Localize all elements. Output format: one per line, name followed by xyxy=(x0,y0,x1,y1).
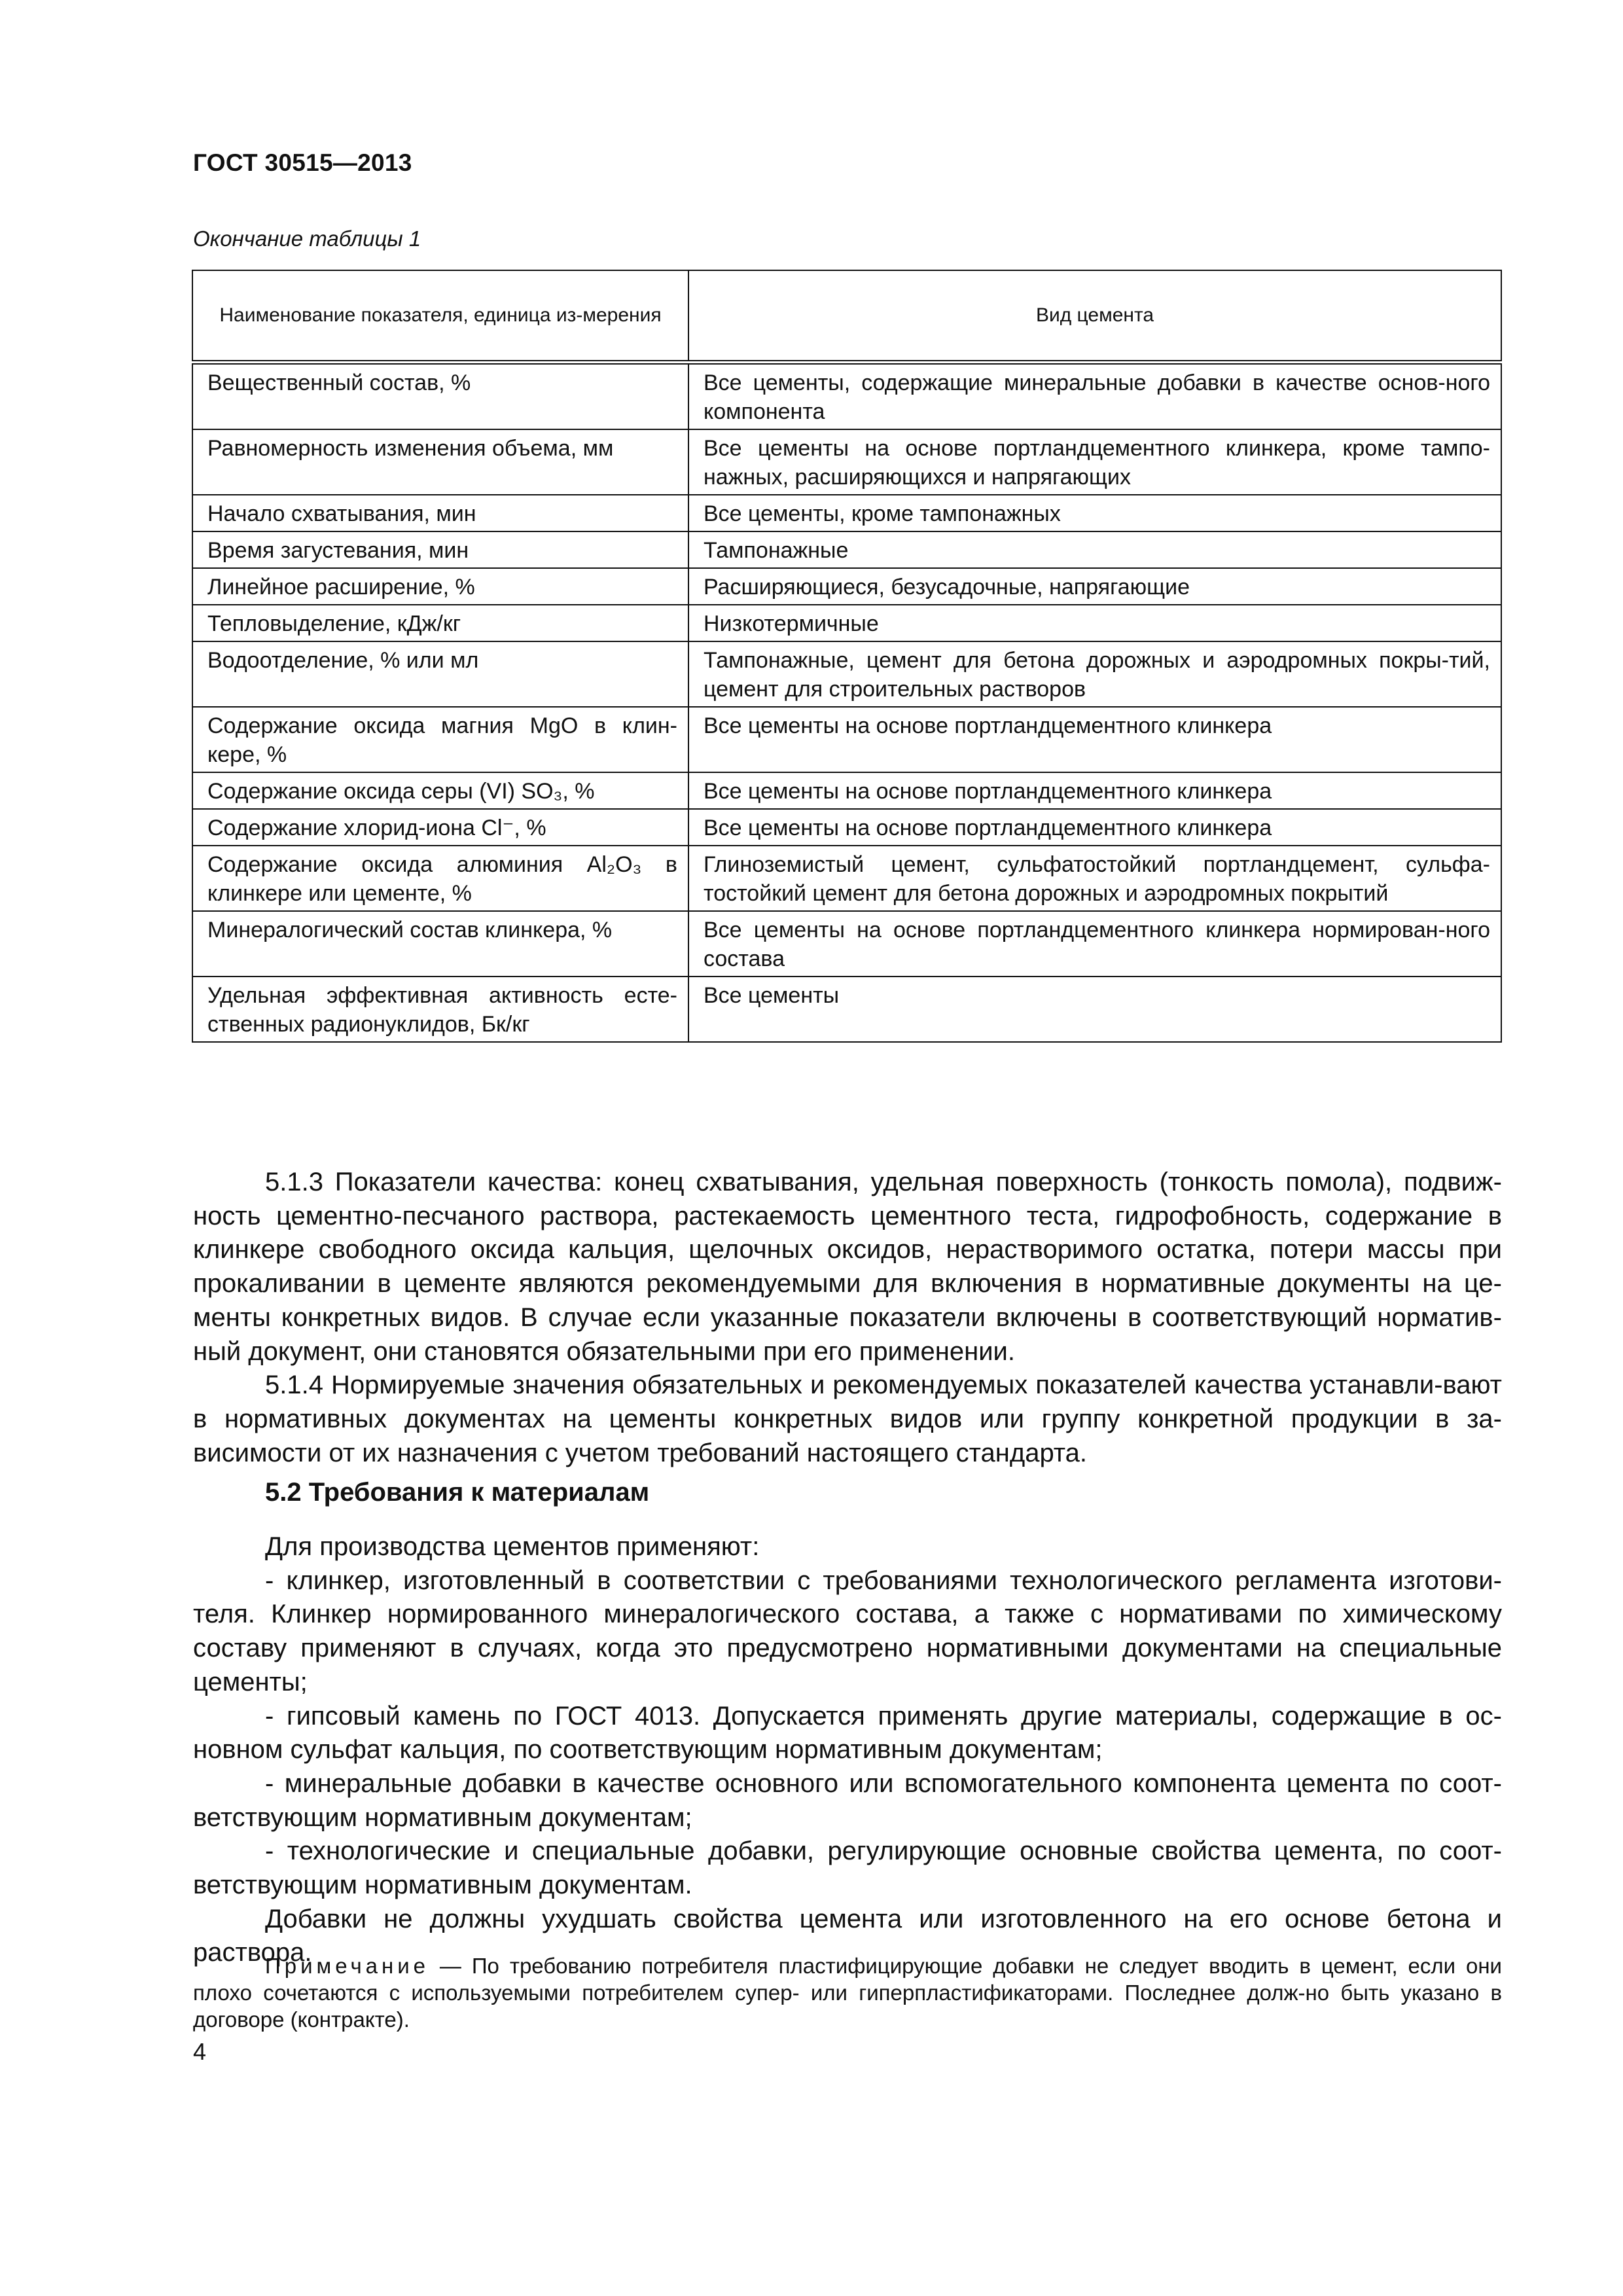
cement-type-cell: Тампонажные, цемент для бетона дорожных и аэродромных покры-тий, цемент для строительных растворов xyxy=(688,641,1501,707)
column-header-indicator: Наименование показателя, единица из-мерения xyxy=(192,270,688,363)
indicator-cell: Содержание оксида алюминия Al₂O₃ в клинкере или цементе, % xyxy=(192,846,688,911)
table-row xyxy=(192,605,1501,641)
list-item-mineral-additives: - минеральные добавки в качестве основного или вспомогательного компонента цемента по соот-ветствующим нормативным документам; xyxy=(193,1768,1502,1832)
indicator-cell: Водоотделение, % или мл xyxy=(192,641,688,707)
cement-type-cell: Низкотермичные xyxy=(688,605,1501,641)
indicator-cell: Удельная эффективная активность есте-ственных радионуклидов, Бк/кг xyxy=(192,977,688,1042)
section-closing: Добавки не должны ухудшать свойства цемента или изготовленного на его основе бетона и раствора. xyxy=(193,1904,1502,1967)
section-heading-5-2: 5.2 Требования к материалам xyxy=(265,1478,650,1507)
cement-type-cell: Все цементы на основе портландцементного клинкера xyxy=(688,809,1501,846)
paragraph-5-1-4: 5.1.4 Нормируемые значения обязательных и рекомендуемых показателей качества устанавли-вают в нормативных документах на цементы конкретных видов или группу конкретной продукции в за-висимости от их назначения с учетом требований настоящего стандарта. xyxy=(193,1371,1502,1467)
indicator-cell: Содержание оксида серы (VI) SO₃, % xyxy=(192,772,688,809)
section-intro: Для производства цементов применяют: xyxy=(265,1532,760,1561)
section-5-2-body xyxy=(193,1530,1502,1970)
table-caption: Окончание таблицы 1 xyxy=(193,226,421,251)
indicator-cell: Содержание хлорид-иона Cl⁻, % xyxy=(192,809,688,846)
cement-type-cell: Все цементы на основе портландцементного клинкера нормирован-ного состава xyxy=(688,911,1501,977)
indicator-cell: Время загустевания, мин xyxy=(192,531,688,568)
cement-type-cell: Глиноземистый цемент, сульфатостойкий портландцемент, сульфа-тостойкий цемент для бетона дорожных и аэродромных покрытий xyxy=(688,846,1501,911)
table-row xyxy=(192,977,1501,1042)
table-row xyxy=(192,707,1501,772)
table-row xyxy=(192,495,1501,531)
cement-type-cell: Все цементы на основе портландцементного клинкера xyxy=(688,772,1501,809)
cement-type-cell: Все цементы на основе портландцементного клинкера, кроме тампо-нажных, расширяющихся и напрягающих xyxy=(688,429,1501,495)
indicator-cell: Линейное расширение, % xyxy=(192,568,688,605)
requirements-table xyxy=(192,270,1502,1043)
note-label: Примечание xyxy=(265,1954,430,1978)
paragraph-5-1-3: 5.1.3 Показатели качества: конец схватывания, удельная поверхность (тонкость помола), подвиж-ность цементно-песчаного раствора, растекаемость цементного теста, гидрофобность, содержание в клинкере свободного оксида кальция, щелочных оксидов, нерастворимого остатка, потери массы при прокаливании в цементе являются рекомендуемыми для включения в нормативные документы на це-менты конкретных видов. В случае если указанные показатели включены в соответствующий норматив-ный документ, они становятся обязательными при его применении. xyxy=(193,1168,1502,1366)
cement-type-cell: Все цементы на основе портландцементного клинкера xyxy=(688,707,1501,772)
table-row xyxy=(192,846,1501,911)
cement-type-cell: Все цементы, содержащие минеральные добавки в качестве основ-ного компонента xyxy=(688,363,1501,430)
cement-type-cell: Все цементы xyxy=(688,977,1501,1042)
table-row xyxy=(192,531,1501,568)
table-row xyxy=(192,911,1501,977)
page-number: 4 xyxy=(193,2038,207,2065)
table-row xyxy=(192,772,1501,809)
table-row xyxy=(192,568,1501,605)
cement-type-cell: Все цементы, кроме тампонажных xyxy=(688,495,1501,531)
table-row xyxy=(192,429,1501,495)
indicator-cell: Начало схватывания, мин xyxy=(192,495,688,531)
table-row xyxy=(192,809,1501,846)
cement-type-cell: Расширяющиеся, безусадочные, напрягающие xyxy=(688,568,1501,605)
cement-type-cell: Тампонажные xyxy=(688,531,1501,568)
document-number: ГОСТ 30515—2013 xyxy=(193,149,412,176)
indicator-cell: Равномерность изменения объема, мм xyxy=(192,429,688,495)
table-header-row xyxy=(192,270,1501,363)
list-item-technological-additives: - технологические и специальные добавки, регулирующие основные свойства цемента, по соот-ветствующим нормативным документам. xyxy=(193,1837,1502,1900)
table-row xyxy=(192,363,1501,430)
list-item-clinker: - клинкер, изготовленный в соответствии с требованиями технологического регламента изготови-теля. Клинкер нормированного минералогического состава, а также с нормативами по химическому составу применяют в случаях, когда это предусмотрено нормативными документами на специальные цементы; xyxy=(193,1566,1502,1696)
note-text: — По требованию потребителя пластифицирующие добавки не следует вводить в цемент, если они плохо сочетаются с используемыми потребителем супер- или гиперпластификаторами. Последнее долж-но быть указано в договоре (контракте). xyxy=(193,1954,1502,2032)
column-header-cement-type: Вид цемента xyxy=(688,270,1501,363)
paragraphs-5-1 xyxy=(193,1166,1502,1470)
indicator-cell: Минералогический состав клинкера, % xyxy=(192,911,688,977)
indicator-cell: Тепловыделение, кДж/кг xyxy=(192,605,688,641)
note-block xyxy=(193,1952,1502,2033)
indicator-cell: Вещественный состав, % xyxy=(192,363,688,430)
indicator-cell: Содержание оксида магния MgO в клин-кере, % xyxy=(192,707,688,772)
table-row xyxy=(192,641,1501,707)
list-item-gypsum: - гипсовый камень по ГОСТ 4013. Допускается применять другие материалы, содержащие в ос-новном сульфат кальция, по соответствующим нормативным документам; xyxy=(193,1701,1502,1765)
